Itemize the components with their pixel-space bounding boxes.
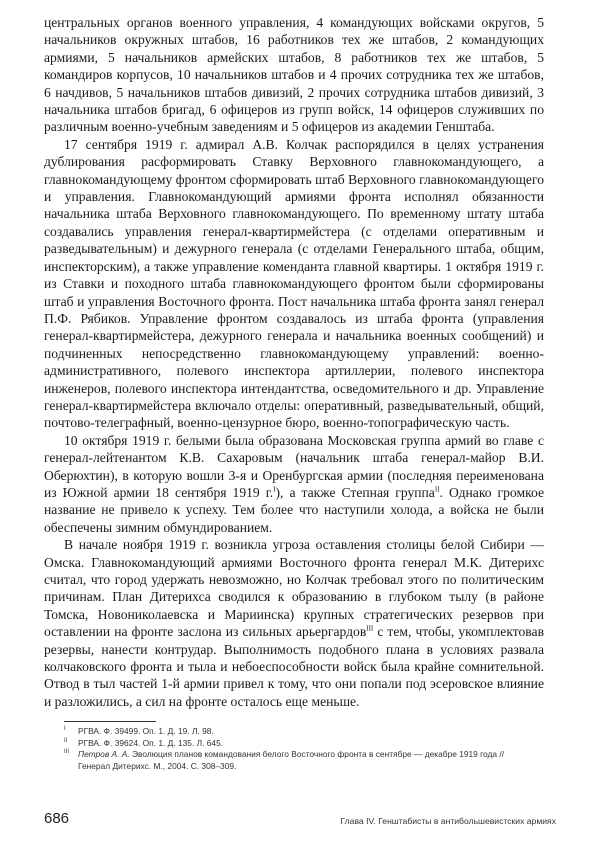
footnote-text: Эволюция планов командования белого Восточного фронта в сентябре — декабре 1919 года // Генерал Дитерихс. М., 2004. С. 308–309. xyxy=(78,749,505,771)
footnotes xyxy=(64,726,534,772)
footnote-mark: II xyxy=(64,737,68,744)
paragraph-4-text: В начале ноября 1919 г. возникла угроза оставления столицы белой Сибири — Омска. Главнокомандующий армиями Восточного фронта генерал М.К. Дитерихс считал, что город удержать невозможно, но Колчак требовал этого по политическим причинам. План Дитерихса сводился к образованию в глубоком тылу (в районе Томска, Новониколаевска и Мариинска) крупных стратегических резервов при оставлении на фронте заслона из сильных арьергардов xyxy=(44,537,544,640)
footnote-mark: I xyxy=(64,726,66,732)
paragraph-3-tail: . Однако громкое название не привело к успеху. Тем более что наступили холода, а войска не были обеспечены зимним обмундированием. xyxy=(44,484,544,535)
footnote-author: Петров А. А. xyxy=(78,749,130,759)
page-number: 686 xyxy=(44,810,70,827)
footnote-text: РГВА. Ф. 39624. Оп. 1. Д. 135. Л. 645. xyxy=(78,737,224,748)
footnote-divider xyxy=(64,721,156,722)
footnote-1 xyxy=(64,726,534,738)
paragraph-3-mid: ), а также Степная группа xyxy=(275,484,435,500)
footnote-text: РГВА. Ф. 39499. Оп. 1. Д. 19. Л. 98. xyxy=(78,726,214,736)
paragraph-4-tail: с тем, чтобы, укомплектовав резервы, нанести контрудар. Выполнимость подобного плана в условиях развала колчаковского фронта и тыла и небоеспособности войск была крайне сомнительной. Отвод в тыл частей 1-й армии привел к тому, что они попали под эсеровское влияние и разложились, а сил на фронте осталось еще меньше. xyxy=(44,624,544,709)
paragraph-2: 17 сентября 1919 г. адмирал А.В. Колчак распорядился в целях устранения дублирования расформировать Ставку Верховного главнокомандующего, а главнокомандующему фронтом сформировать штаб Верховного главнокомандующего и управления. Главнокомандующий армиями фронта исполнял обязанности начальника штаба Верховного главнокомандующего. По временному штату штаба создавались управления генерал-квартирмейстера (с отделами оперативным и разведывательным) и дежурного генерала (с отделами Генерального штаба, общим, инспекторским), а также управление коменданта главной квартиры. 1 октября 1919 г. из Ставки и походного штаба главнокомандующего фронтом были сформированы штаб и управления Восточного фронта. Пост начальника штаба фронта занял генерал П.Ф. Рябиков. Управление фронтом создавалось из штаба фронта (управления генерал-квартирмейстера, дежурного генерала и начальника военных сообщений) и подчиненных непосредственно главнокомандующему управлений: военно-административного, полевого инспектора артиллерии, полевого инспектора инженеров, полевого инспектора интендантства, осведомительного и др. Управление генерал-квартирмейстера включало отделы: оперативный, разведывательный, общий, почтово-телеграфный, военно-цензурное бюро, военно-топографическую часть. xyxy=(44,136,544,431)
footnote-ref-3[interactable]: III xyxy=(366,624,374,633)
footnote-2 xyxy=(64,738,534,750)
paragraph-3-text: 10 октября 1919 г. белыми была образована Московская группа армий во главе с генерал-лейтенантом К.В. Сахаровым (начальник штаба генерал-майор В.И. Оберюхтин), в которую вошли 3-я и Оренбургская армии (последняя переименована из Южной армии 18 сентября 1919 г. xyxy=(44,432,544,500)
footnote-mark: III xyxy=(64,749,70,755)
footnote-ref-2[interactable]: II xyxy=(434,485,440,494)
main-text xyxy=(44,14,544,710)
paragraph-4 xyxy=(44,536,544,710)
paragraph-3 xyxy=(44,432,544,536)
footnote-ref-1[interactable]: I xyxy=(273,485,276,494)
paragraph-1: центральных органов военного управления, 4 командующих войсками округов, 5 начальников окружных штабов, 16 работников тех же штабов, 2 командующих армиями, 5 начальников армейских штабов, 8 работников тех же штабов, 5 командиров корпусов, 10 начальников штабов и 4 прочих сотрудника тех же штабов, 6 начдивов, 5 начальников штабов дивизий, 2 прочих сотрудника штабов дивизий, 3 начальника штабов бригад, 6 офицеров из групп войск, 14 офицеров служивших по различным военно-учебным заведениям и 5 офицеров из академии Генштаба. xyxy=(44,15,544,135)
running-head: Глава IV. Генштабисты в антибольшевистских армиях xyxy=(340,816,556,826)
footnote-3 xyxy=(64,749,534,772)
